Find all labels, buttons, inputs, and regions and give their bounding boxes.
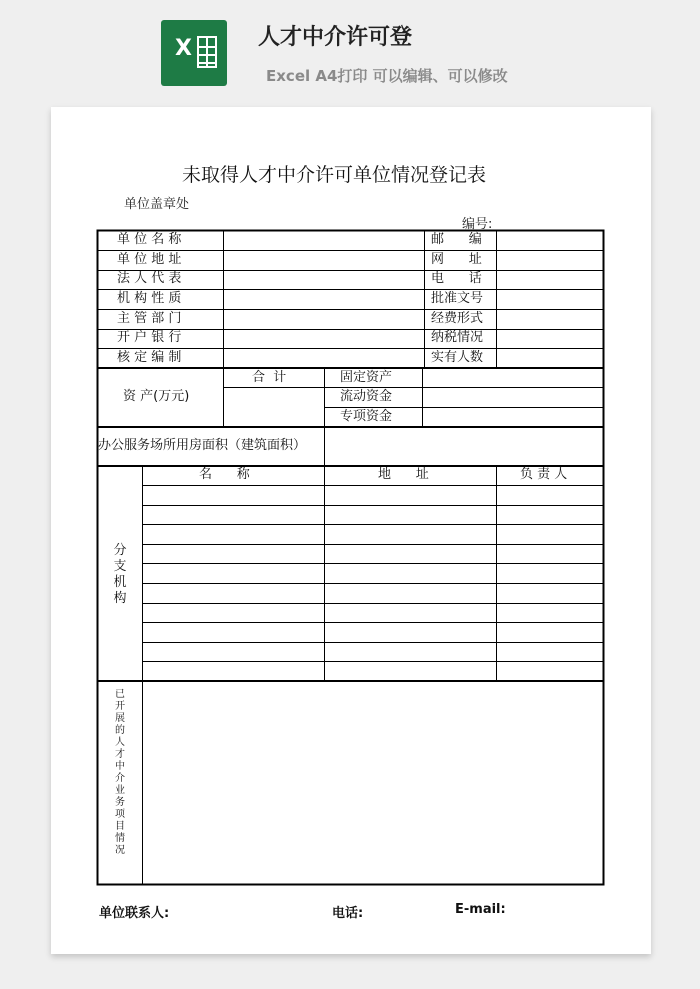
excel-x-letter: X [175, 36, 192, 61]
approved-staffing-label: 核 定 编 制 [117, 350, 182, 365]
approval-number-label: 批准文号 [431, 291, 484, 306]
actual-headcount-label: 实有人数 [431, 350, 484, 365]
tax-status-label: 纳税情况 [431, 330, 484, 345]
branch-name-header: 名 称 [199, 467, 250, 482]
bank-label: 开 户 银 行 [117, 330, 182, 345]
email-label: E-mail: [455, 902, 506, 917]
office-area-label: 办公服务场所用房面积（建筑面积） [98, 438, 307, 453]
contact-person-label: 单位联系人: [99, 906, 170, 921]
special-funds-label: 专项资金 [340, 409, 393, 424]
page-subtitle: Excel A4打印 可以编辑、可以修改 [266, 67, 508, 85]
footer-phone-label: 电话: [332, 906, 364, 921]
organization-type-label: 机 构 性 质 [117, 291, 182, 306]
page-title: 人才中介许可登 [258, 25, 413, 50]
total-label: 合 计 [252, 370, 287, 385]
assets-label: 资 产(万元) [123, 389, 190, 404]
branch-manager-header: 负 责 人 [520, 467, 568, 482]
funding-form-label: 经费形式 [431, 311, 484, 326]
postcode-label: 邮 编 [431, 232, 482, 247]
serial-number-label: 编号: [462, 217, 493, 232]
business-projects-label: 已开展的人才中介业务项目情况 [115, 689, 125, 856]
working-capital-label: 流动资金 [340, 389, 393, 404]
website-label: 网 址 [431, 252, 482, 267]
legal-representative-label: 法 人 代 表 [117, 271, 182, 286]
unit-name-label: 单 位 名 称 [117, 232, 182, 247]
unit-address-label: 单 位 地 址 [117, 252, 182, 267]
fixed-assets-label: 固定资产 [340, 370, 393, 385]
branch-section-label: 分支机构 [113, 543, 127, 606]
stamp-label: 单位盖章处 [124, 197, 190, 212]
form-title: 未取得人才中介许可单位情况登记表 [182, 164, 487, 186]
supervising-dept-label: 主 管 部 门 [117, 311, 182, 326]
branch-address-header: 地 址 [378, 467, 429, 482]
telephone-label: 电 话 [431, 271, 482, 286]
